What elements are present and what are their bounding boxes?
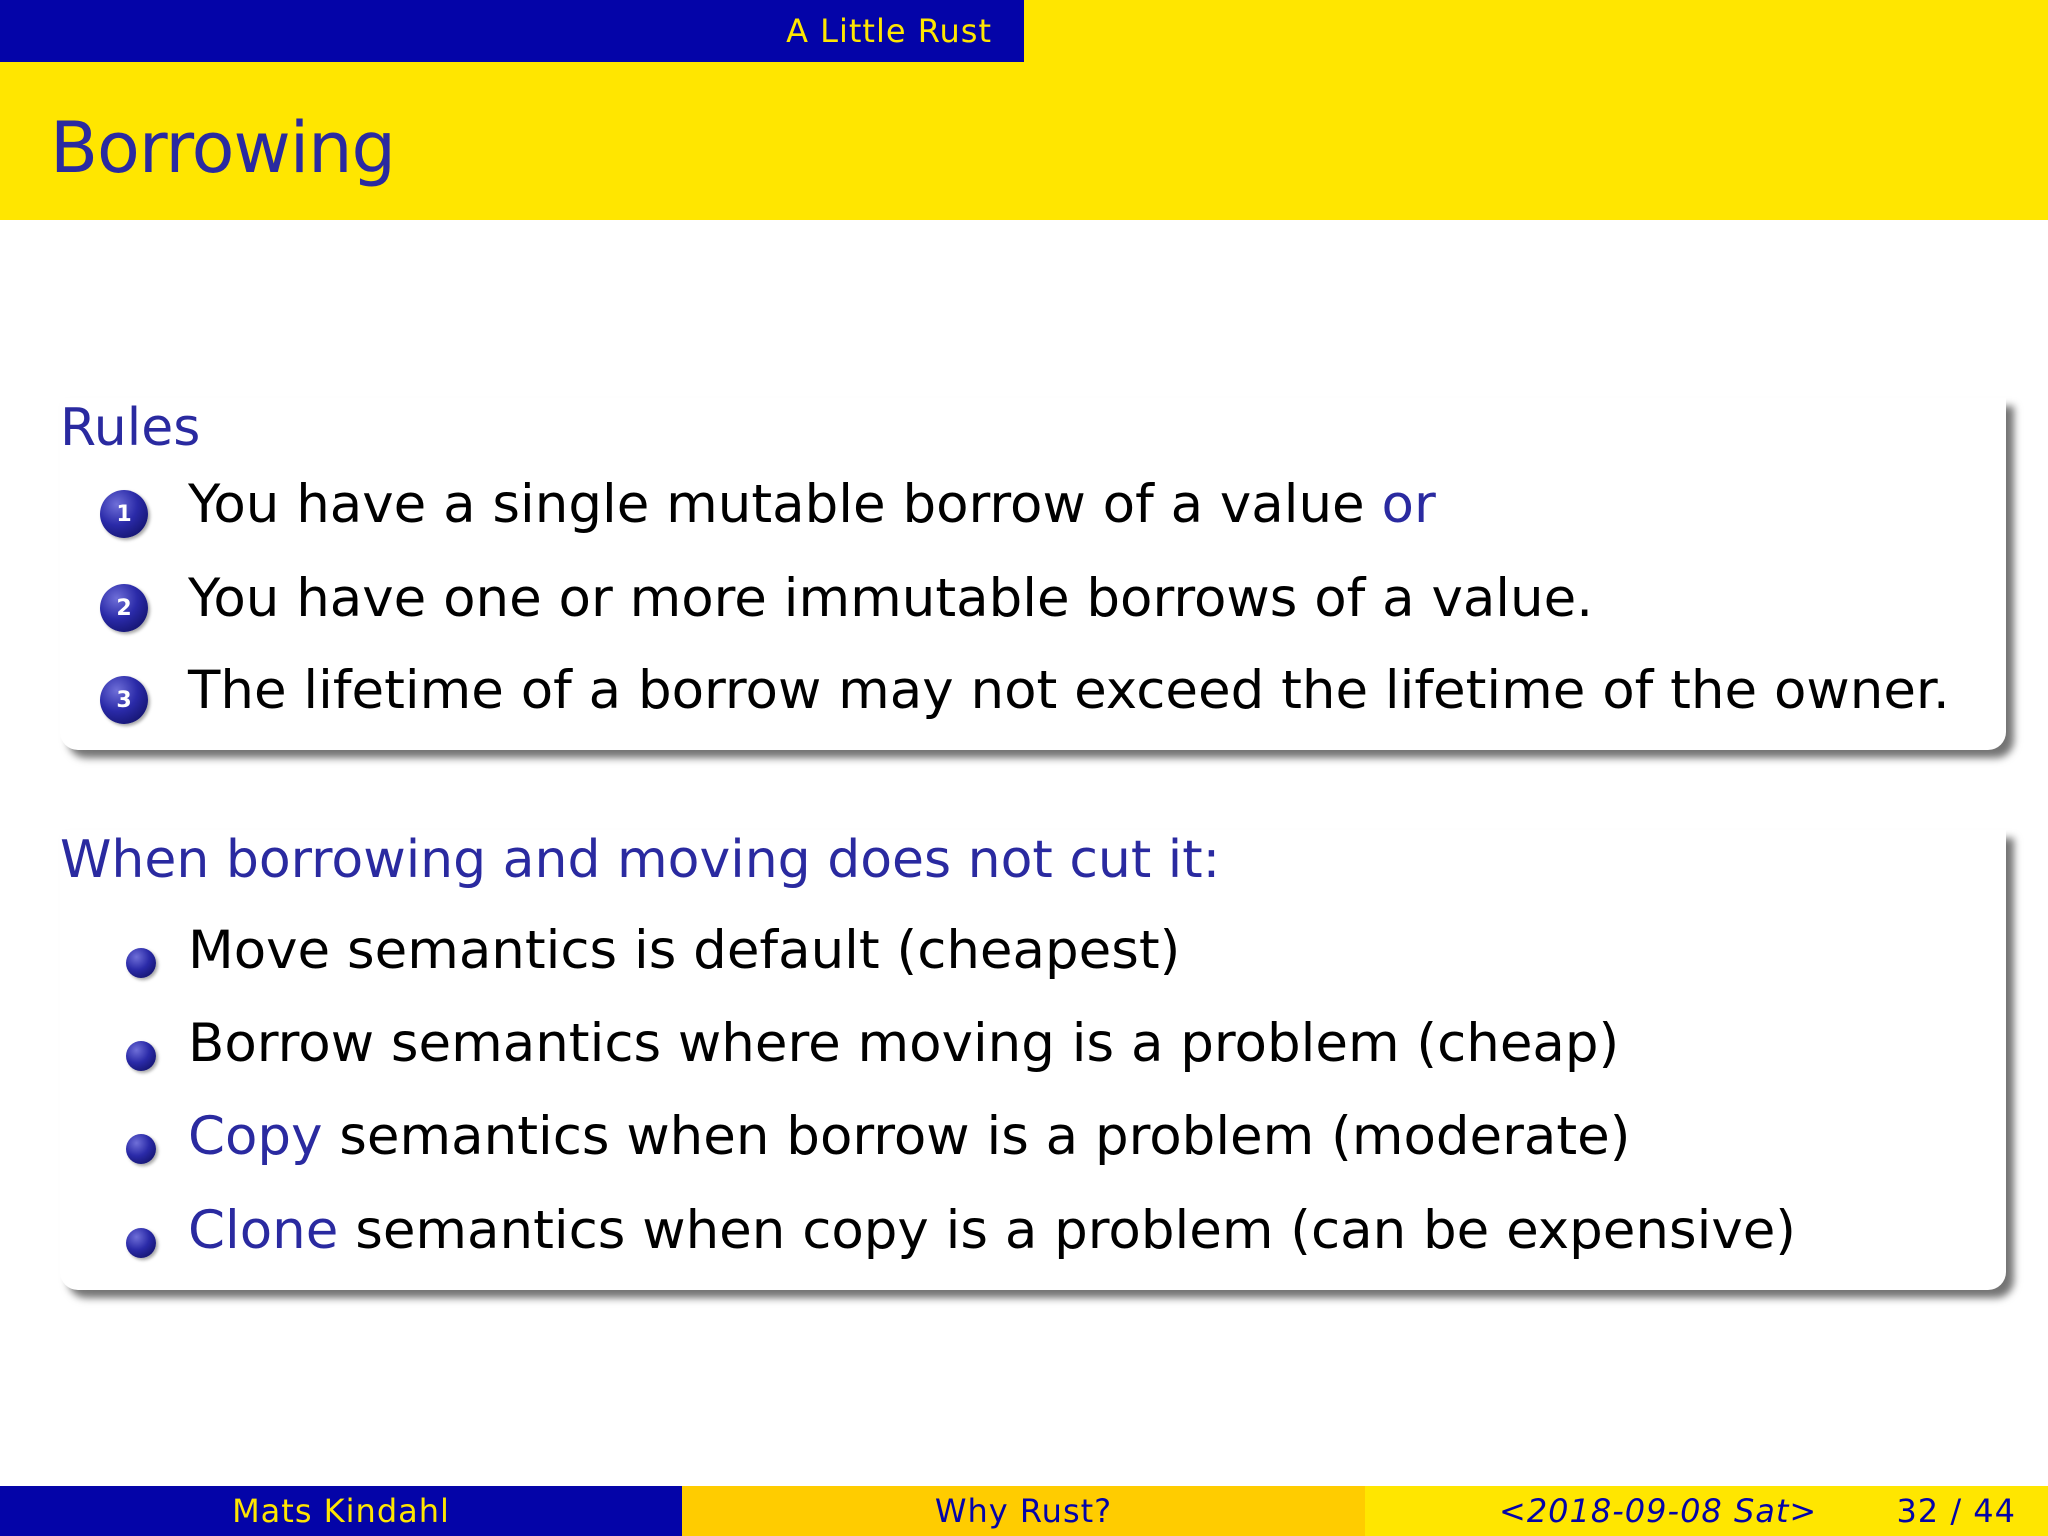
when-item-2-text: Borrow semantics where moving is a problem (cheap) [188,1013,1620,1074]
when-item-3-highlight: Copy [188,1106,323,1167]
list-item [60,474,2006,554]
footer-date-section [1365,1486,2048,1536]
when-item-4-highlight: Clone [188,1200,339,1261]
rule-1-highlight: or [1381,474,1436,535]
list-item [60,660,2006,740]
list-item [60,1013,2006,1093]
when-item-3-text: semantics when borrow is a problem (moderate) [322,1106,1631,1167]
list-item [60,1106,2006,1186]
when-item-1-text: Move semantics is default (cheapest) [188,920,1181,981]
when-block [60,830,2006,1290]
rule-3-text: The lifetime of a borrow may not exceed the lifetime of the owner. [188,660,1950,721]
footer-bar [0,1486,2048,1536]
list-item [60,1200,2006,1280]
rules-block [60,398,2006,750]
rule-1-text: You have a single mutable borrow of a value [188,474,1382,535]
number-badge-3-icon: 3 [100,676,148,724]
when-block-title: When borrowing and moving does not cut it: [60,830,1221,890]
header-bar [0,0,2048,62]
footer-author: Mats Kindahl [0,1486,682,1536]
page-number: 32 / 44 [1896,1492,2016,1530]
number-badge-2-icon: 2 [100,584,148,632]
footer-date: <2018-09-08 Sat> [1499,1492,1818,1530]
title-bar [0,62,2048,220]
bullet-icon [126,1041,156,1071]
rule-2-text: You have one or more immutable borrows of a value. [188,568,1594,629]
bullet-icon [126,1228,156,1258]
section-title: A Little Rust [0,0,1024,62]
number-badge-1-icon: 1 [100,490,148,538]
bullet-icon [126,1134,156,1164]
when-item-4-text: semantics when copy is a problem (can be expensive) [338,1200,1796,1261]
list-item [60,568,2006,648]
footer-short-title: Why Rust? [682,1486,1365,1536]
bullet-icon [126,948,156,978]
slide-title: Borrowing [50,107,395,189]
list-item [60,920,2006,1000]
rules-block-title: Rules [60,398,201,458]
